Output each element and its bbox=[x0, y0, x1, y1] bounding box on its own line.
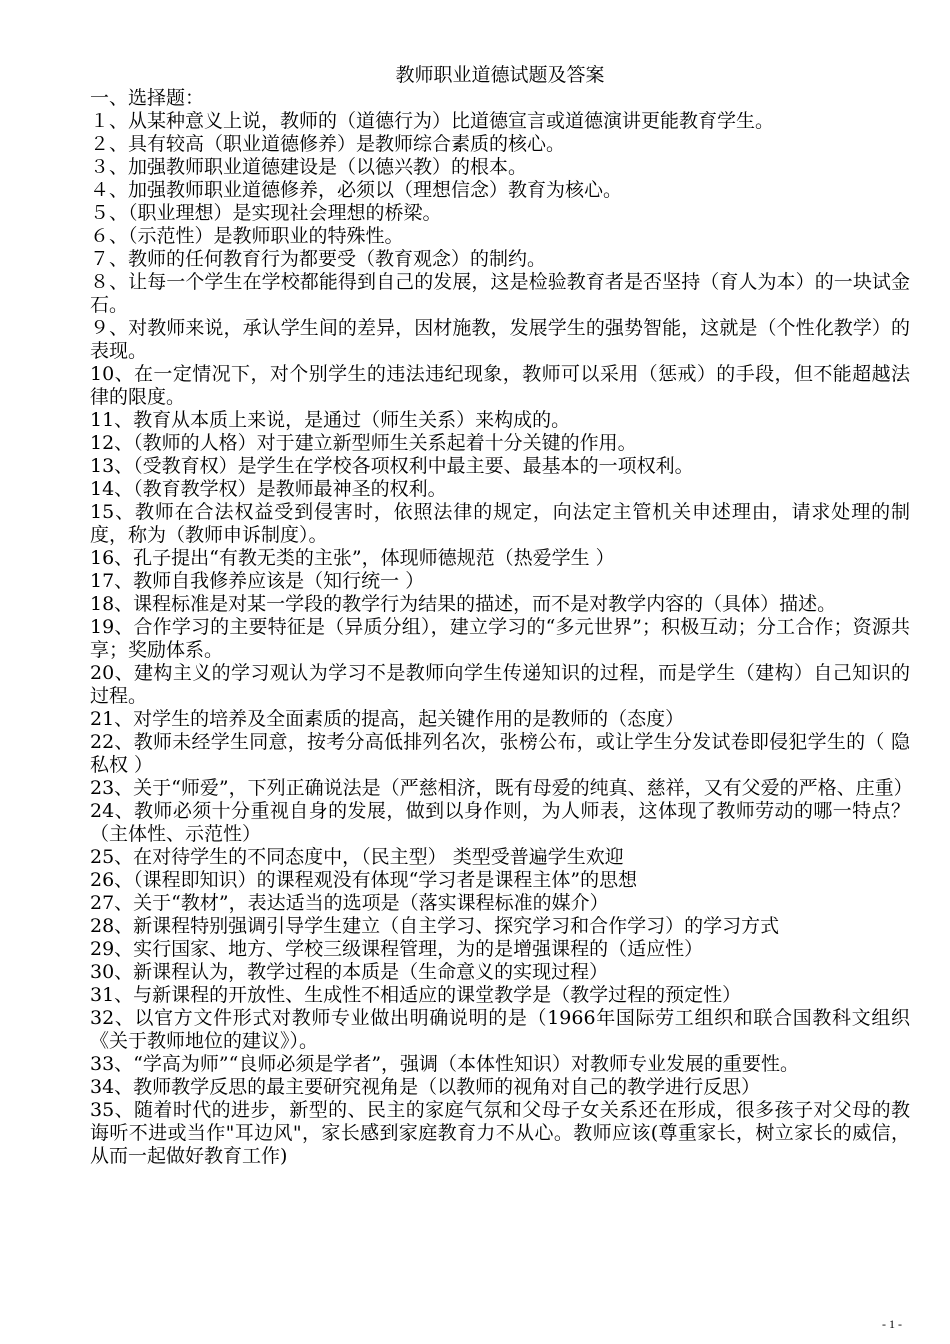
question-item: 27、关于“教材”，表达适当的选项是（落实课程标准的媒介） bbox=[90, 892, 609, 914]
page-number: - 1 - bbox=[882, 1317, 902, 1331]
question-item: 30、新课程认为，教学过程的本质是（生命意义的实现过程） bbox=[90, 961, 609, 983]
question-item: 28、新课程特别强调引导学生建立（自主学习、探究学习和合作学习）的学习方式 bbox=[90, 915, 780, 937]
question-item: ８、让每一个学生在学校都能得到自己的发展，这是检验教育者是否坚持（育人为本）的一块试金石。 bbox=[90, 271, 910, 316]
document-page bbox=[90, 64, 913, 1168]
question-item: ４、加强教师职业道德修养，必须以（理想信念）教育为核心。 bbox=[90, 179, 623, 201]
question-item: １、从某种意义上说，教师的（道德行为）比道德宣言或道德演讲更能教育学生。 bbox=[90, 110, 775, 132]
question-item: ７、教师的任何教育行为都要受（教育观念）的制约。 bbox=[90, 248, 547, 270]
question-item: 13、（受教育权）是学生在学校各项权利中最主要、最基本的一项权利。 bbox=[90, 455, 694, 477]
question-item: ３、加强教师职业道德建设是（以德兴教）的根本。 bbox=[90, 156, 528, 178]
question-item: 15、教师在合法权益受到侵害时，依照法律的规定，向法定主管机关申述理由，请求处理的制度，称为（教师申诉制度）。 bbox=[90, 501, 910, 546]
question-item: 24、教师必须十分重视自身的发展，做到以身作则，为人师表，这体现了教师劳动的哪一特点？（主体性、示范性） bbox=[90, 800, 910, 845]
question-item: 12、（教师的人格）对于建立新型师生关系起着十分关键的作用。 bbox=[90, 432, 637, 454]
question-item: 21、对学生的培养及全面素质的提高，起关键作用的是教师的（态度） bbox=[90, 708, 685, 730]
question-item: 31、与新课程的开放性、生成性不相适应的课堂教学是（教学过程的预定性） bbox=[90, 984, 742, 1006]
question-item: 26、（课程即知识）的课程观没有体现“学习者是课程主体”的思想 bbox=[90, 869, 638, 891]
question-item: 29、实行国家、地方、学校三级课程管理，为的是增强课程的（适应性） bbox=[90, 938, 704, 960]
question-item: 22、教师未经学生同意，按考分高低排列名次，张榜公布，或让学生分发试卷即侵犯学生的（ 隐私权 ） bbox=[90, 731, 910, 776]
question-item: 20、建构主义的学习观认为学习不是教师向学生传递知识的过程，而是学生（建构）自己知识的过程。 bbox=[90, 662, 910, 707]
question-item: 16、孔子提出“有教无类的主张”，体现师德规范（热爱学生 ） bbox=[90, 547, 615, 569]
question-item: 10、在一定情况下，对个别学生的违法违纪现象，教师可以采用（惩戒）的手段，但不能超越法律的限度。 bbox=[90, 363, 910, 408]
question-item: 19、合作学习的主要特征是（异质分组），建立学习的“多元世界”；积极互动；分工合作；资源共享；奖励体系。 bbox=[90, 616, 910, 661]
question-item: ５、（职业理想）是实现社会理想的桥梁。 bbox=[90, 202, 442, 224]
document-title: 教师职业道德试题及答案 bbox=[395, 64, 605, 86]
question-item: 25、在对待学生的不同态度中，（民主型） 类型受普遍学生欢迎 bbox=[90, 846, 624, 868]
question-list bbox=[90, 110, 913, 1168]
question-item: 32、以官方文件形式对教师专业做出明确说明的是（1966年国际劳工组织和联合国教科文组织《关于教师地位的建议》）。 bbox=[90, 1007, 910, 1052]
question-item: ６、（示范性）是教师职业的特殊性。 bbox=[90, 225, 404, 247]
question-item: 17、教师自我修养应该是（知行统一 ） bbox=[90, 570, 425, 592]
question-item: 33、“学高为师”“良师必须是学者”，强调（本体性知识）对教师专业发展的重要性。 bbox=[90, 1053, 800, 1075]
question-item: 18、课程标准是对某一学段的教学行为结果的描述，而不是对教学内容的（具体）描述。 bbox=[90, 593, 837, 615]
question-item: 34、教师教学反思的最主要研究视角是（以教师的视角对自己的教学进行反思） bbox=[90, 1076, 761, 1098]
question-item: ９、对教师来说，承认学生间的差异，因材施教，发展学生的强势智能，这就是（个性化教学）的表现。 bbox=[90, 317, 910, 362]
question-item: 35、随着时代的进步，新型的、民主的家庭气氛和父母子女关系还在形成，很多孩子对父母的教诲听不进或当作"耳边风"，家长感到家庭教育力不从心。教师应该(尊重家长，树立家长的威信，从而一起做好教育工作) bbox=[90, 1099, 910, 1167]
question-item: 23、关于“师爱”，下列正确说法是（严慈相济，既有母爱的纯真、慈祥，又有父爱的严格、庄重） bbox=[90, 777, 913, 799]
question-item: 11、教育从本质上来说，是通过（师生关系）来构成的。 bbox=[90, 409, 571, 431]
section-heading: 一、选择题： bbox=[90, 87, 205, 109]
question-item: ２、具有较高（职业道德修养）是教师综合素质的核心。 bbox=[90, 133, 566, 155]
question-item: 14、（教育教学权）是教师最神圣的权利。 bbox=[90, 478, 447, 500]
